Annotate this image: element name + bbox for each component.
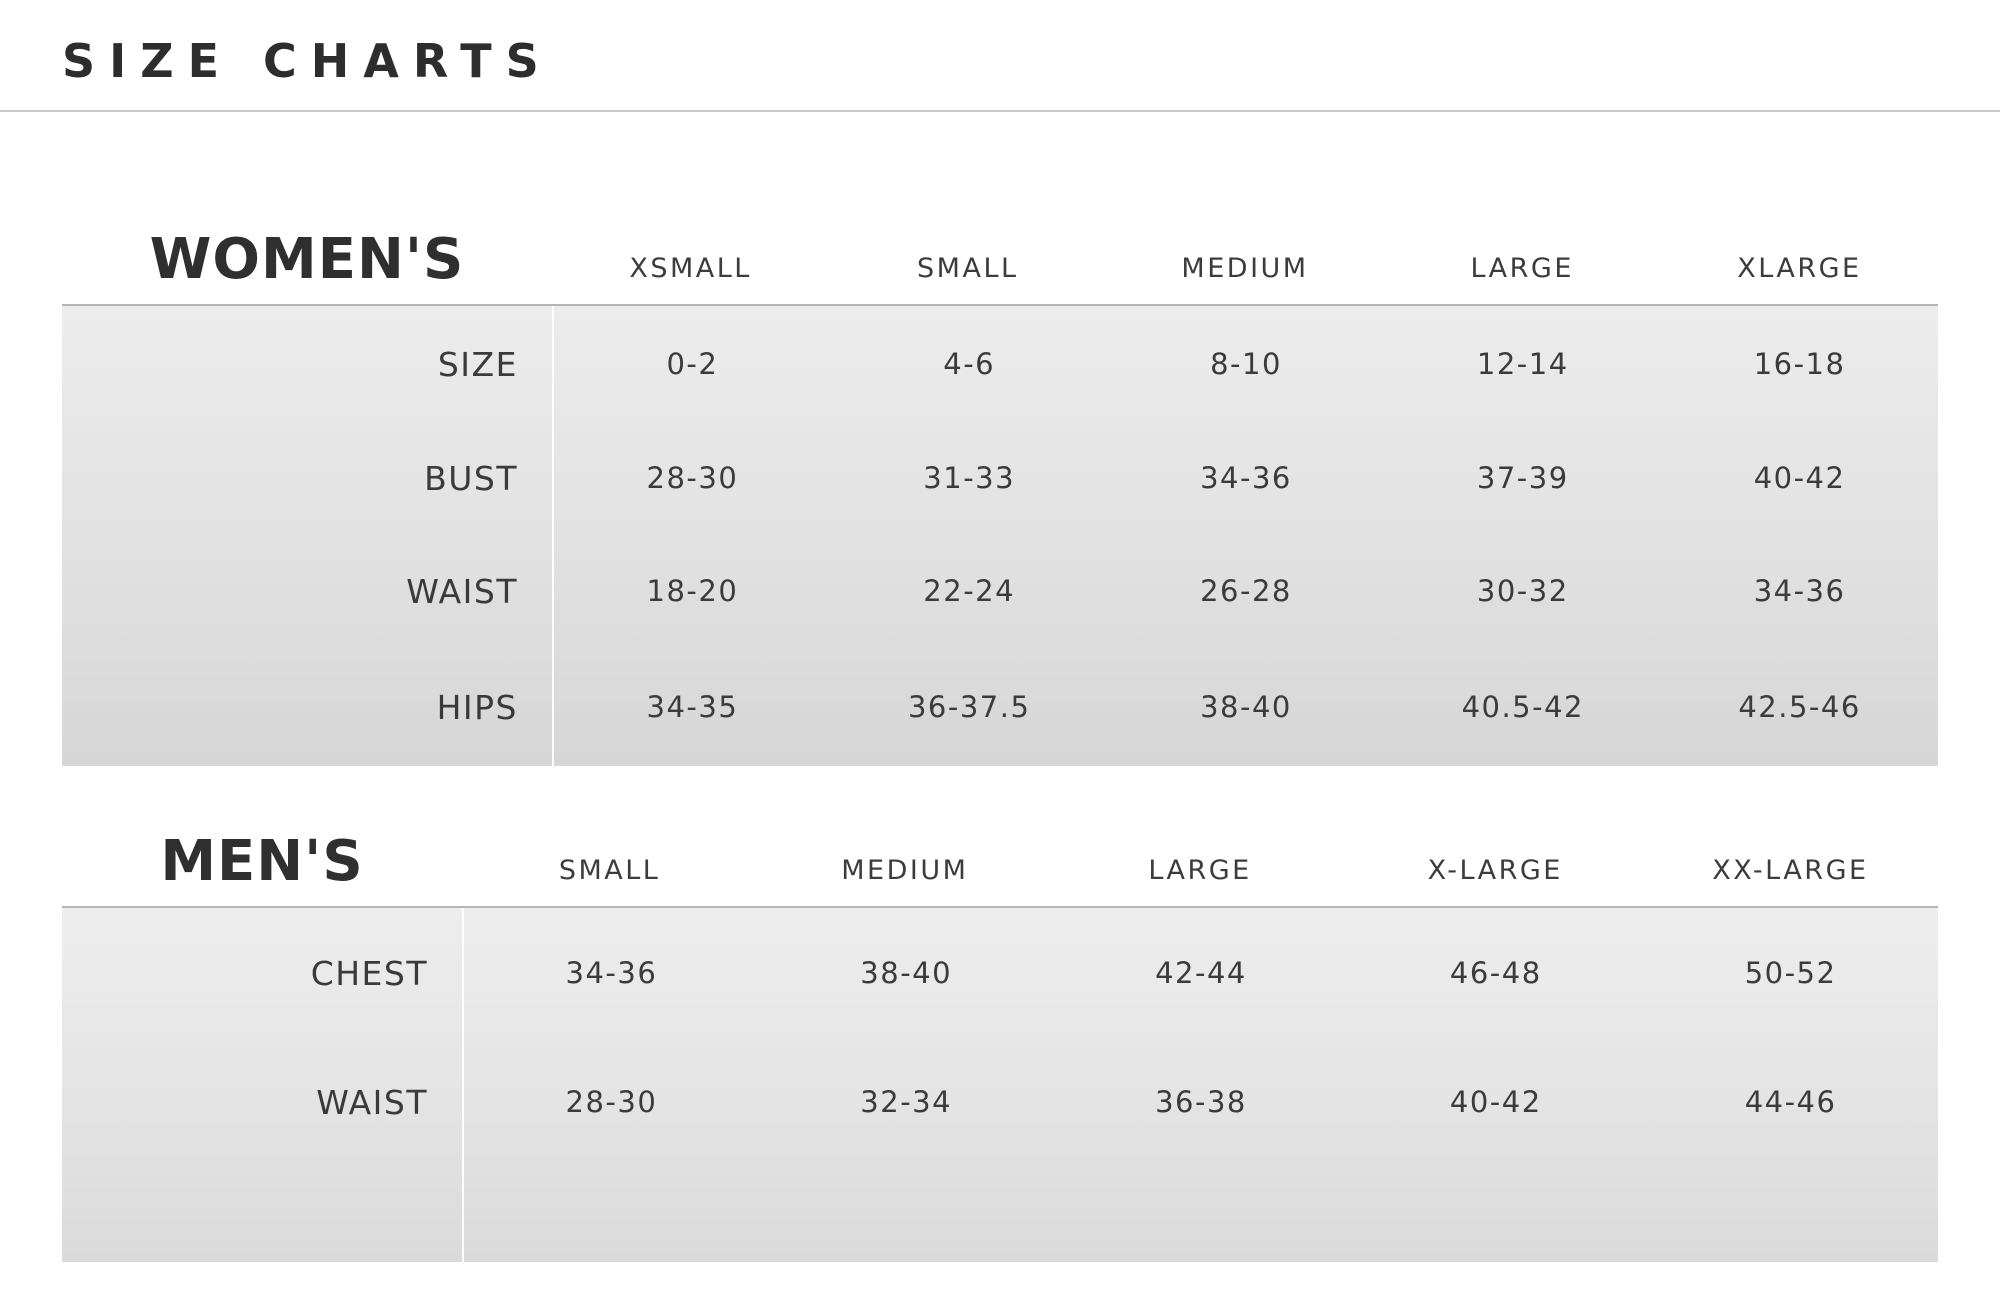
womens-column-xlarge bbox=[1661, 306, 1938, 766]
table-cell: 12-14 bbox=[1476, 347, 1569, 381]
mens-column-xxlarge bbox=[1643, 908, 1938, 1262]
womens-column-header-xlarge: XLARGE bbox=[1737, 253, 1862, 284]
mens-column-spacer bbox=[1054, 1166, 1349, 1262]
table-cell: 32-34 bbox=[860, 1085, 953, 1119]
mens-column-spacer bbox=[759, 1166, 1054, 1262]
womens-row-labels bbox=[62, 306, 552, 766]
womens-row-label-size: SIZE bbox=[437, 344, 518, 384]
table-cell: 4-6 bbox=[943, 347, 996, 381]
mens-column-header-xxlarge: XX-LARGE bbox=[1712, 855, 1869, 886]
mens-value-columns bbox=[462, 908, 1938, 1262]
table-cell: 40-42 bbox=[1449, 1085, 1542, 1119]
table-cell: 30-32 bbox=[1476, 574, 1569, 608]
table-cell: 34-36 bbox=[1753, 574, 1846, 608]
womens-column-small bbox=[831, 306, 1108, 766]
mens-column-header-xlarge: X-LARGE bbox=[1427, 855, 1563, 886]
table-cell: 16-18 bbox=[1753, 347, 1846, 381]
mens-size-chart bbox=[0, 829, 2000, 1262]
womens-column-headers bbox=[552, 253, 1938, 292]
mens-column-headers bbox=[462, 855, 1938, 894]
womens-size-chart bbox=[0, 227, 2000, 766]
mens-column-spacer bbox=[464, 1166, 759, 1262]
womens-column-header-medium: MEDIUM bbox=[1181, 253, 1309, 284]
mens-chart-body bbox=[62, 908, 1938, 1262]
page-header bbox=[0, 0, 2000, 88]
table-cell: 40.5-42 bbox=[1461, 690, 1584, 724]
mens-column-medium bbox=[759, 908, 1054, 1262]
table-cell: 22-24 bbox=[923, 574, 1016, 608]
table-cell: 40-42 bbox=[1753, 461, 1846, 495]
womens-column-xsmall bbox=[554, 306, 831, 766]
mens-column-large bbox=[1054, 908, 1349, 1262]
womens-column-header-large: LARGE bbox=[1470, 253, 1574, 284]
table-cell: 28-30 bbox=[646, 461, 739, 495]
womens-row-label-hips: HIPS bbox=[436, 687, 518, 727]
table-cell: 36-37.5 bbox=[907, 690, 1031, 724]
womens-chart-header bbox=[0, 227, 2000, 292]
table-cell: 42.5-46 bbox=[1738, 690, 1861, 724]
table-cell: 42-44 bbox=[1155, 956, 1247, 990]
womens-chart-body bbox=[62, 306, 1938, 766]
womens-row-label-waist: WAIST bbox=[406, 571, 518, 611]
mens-column-header-large: LARGE bbox=[1148, 855, 1252, 886]
table-cell: 31-33 bbox=[923, 461, 1016, 495]
table-cell: 38-40 bbox=[860, 956, 953, 990]
mens-body-spacer bbox=[62, 1166, 462, 1262]
womens-column-large bbox=[1384, 306, 1661, 766]
mens-column-spacer bbox=[1348, 1166, 1643, 1262]
table-cell: 18-20 bbox=[646, 574, 739, 608]
womens-chart-title: WOMEN'S bbox=[149, 227, 465, 292]
table-cell: 8-10 bbox=[1210, 347, 1282, 381]
womens-column-header-small: SMALL bbox=[917, 253, 1019, 284]
mens-column-xlarge bbox=[1348, 908, 1643, 1262]
table-cell: 37-39 bbox=[1476, 461, 1569, 495]
table-cell: 0-2 bbox=[666, 347, 719, 381]
mens-column-small bbox=[464, 908, 759, 1262]
table-cell: 36-38 bbox=[1155, 1085, 1247, 1119]
table-cell: 34-36 bbox=[565, 956, 658, 990]
womens-column-medium bbox=[1108, 306, 1385, 766]
womens-row-label-bust: BUST bbox=[424, 458, 518, 498]
womens-value-columns bbox=[552, 306, 1938, 766]
table-cell: 34-36 bbox=[1200, 461, 1292, 495]
mens-column-spacer bbox=[1643, 1166, 1938, 1262]
mens-chart-header bbox=[0, 829, 2000, 894]
womens-column-header-xsmall: XSMALL bbox=[629, 253, 752, 284]
mens-row-labels bbox=[62, 908, 462, 1262]
table-cell: 50-52 bbox=[1744, 956, 1837, 990]
mens-chart-title: MEN'S bbox=[160, 829, 364, 894]
table-cell: 44-46 bbox=[1744, 1085, 1837, 1119]
table-cell: 28-30 bbox=[565, 1085, 658, 1119]
table-cell: 38-40 bbox=[1200, 690, 1292, 724]
table-cell: 46-48 bbox=[1449, 956, 1542, 990]
mens-column-header-small: SMALL bbox=[558, 855, 661, 886]
page-title: SIZE CHARTS bbox=[62, 34, 553, 88]
table-cell: 34-35 bbox=[646, 690, 739, 724]
mens-row-label-waist: WAIST bbox=[316, 1082, 428, 1122]
mens-column-header-medium: MEDIUM bbox=[841, 855, 969, 886]
table-cell: 26-28 bbox=[1200, 574, 1292, 608]
header-divider bbox=[0, 110, 2000, 112]
mens-row-label-chest: CHEST bbox=[310, 953, 428, 993]
